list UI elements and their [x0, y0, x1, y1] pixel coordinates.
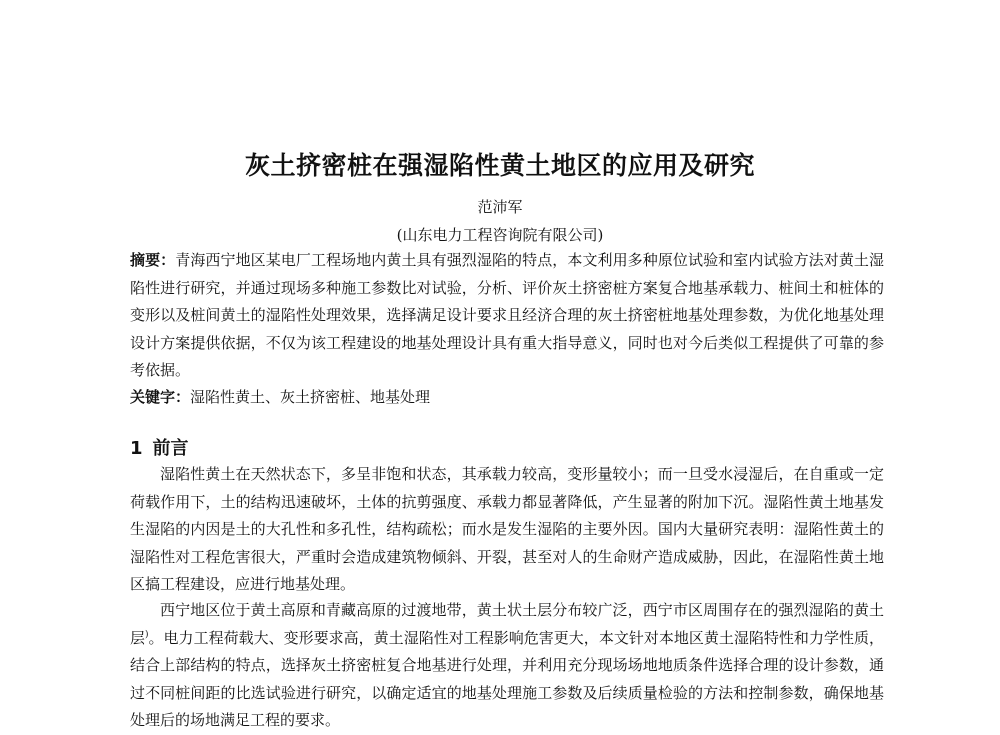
keywords [130, 384, 884, 412]
paragraph-2 [130, 597, 884, 735]
abstract-label: 摘要： [130, 251, 176, 269]
abstract [130, 247, 884, 385]
keywords-label: 关键字： [130, 388, 191, 406]
section-number: 1 [130, 438, 143, 459]
paragraph-2-part-a: 西宁地区位于黄土高原和青藏高原的过渡地带，黄土状土层分布较广泛，西宁市区周围存在的强烈湿陷的黄土层 [130, 601, 884, 647]
paragraph-1: 湿陷性黄土在天然状态下，多呈非饱和状态，其承载力较高，变形量较小；而一旦受水浸湿后，在自重或一定荷载作用下，土的结构迅速破坏，土体的抗剪强度、承载力都显著降低，产生显著的附加下沉。湿陷性黄土地基发生湿陷的内因是土的大孔性和多孔性，结构疏松；而水是发生湿陷的主要外因。国内大量研究表明：湿陷性黄土的湿陷性对工程危害很大，严重时会造成建筑物倾斜、开裂，甚至对人的生命财产造成威胁，因此，在湿陷性黄土地区搞工程建设，应进行地基处理。 [130, 465, 884, 594]
abstract-text: 青海西宁地区某电厂工程场地内黄土具有强烈湿陷的特点，本文利用多种原位试验和室内试验方法对黄土湿陷性进行研究，并通过现场多种施工参数比对试验，分析、评价灰土挤密桩方案复合地基承载力、桩间土和桩体的变形以及桩间黄土的湿陷性处理效果，选择满足设计要求且经济合理的灰土挤密桩地基处理参数，为优化地基处理设计方案提供依据，不仅为该工程建设的地基处理设计具有重大指导意义，同时也对今后类似工程提供了可靠的参考依据。 [130, 251, 884, 380]
section-title: 前言 [152, 438, 189, 459]
keywords-text: 湿陷性黄土、灰土挤密桩、地基处理 [190, 388, 431, 406]
paper-title: 灰土挤密桩在强湿陷性黄土地区的应用及研究 [244, 151, 755, 180]
section-heading [130, 434, 189, 460]
author-name: 范沛军 [477, 198, 523, 216]
citation-marker: ) [145, 629, 149, 640]
author-affiliation: (山东电力工程咨询院有限公司) [396, 226, 604, 244]
paragraph-2-part-b: 。电力工程荷载大、变形要求高，黄土湿陷性对工程影响危害更大，本文针对本地区黄土湿陷特性和力学性质，结合上部结构的特点，选择灰土挤密桩复合地基进行处理，并利用充分现场场地地质条件选择合理的设计参数，通过不同桩间距的比选试验进行研究，以确定适宜的地基处理施工参数及后续质量检验的方法和控制参数，确保地基处理后的场地满足工程的要求。 [130, 628, 884, 730]
